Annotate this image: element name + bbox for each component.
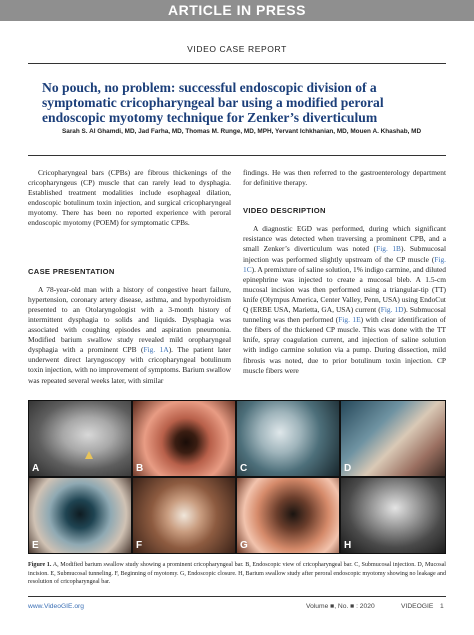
- authors-rule: [28, 155, 446, 156]
- article-in-press-banner: ARTICLE IN PRESS: [0, 0, 474, 21]
- panel-label: H: [344, 540, 352, 551]
- header-rule: [28, 63, 446, 64]
- panel-d-mucosal-incision: [341, 401, 445, 476]
- case-presentation-heading: CASE PRESENTATION: [28, 266, 115, 276]
- video-text-part-1: A diagnostic EGD was performed, during which significant resistance was detected when traversing a prominent CPB, and a small Zenker’s diverticulum was noted (: [243, 224, 446, 254]
- figure-1: [28, 400, 446, 554]
- panel-h-barium-swallow-after: [341, 478, 445, 553]
- arrowhead-marker-icon: [29, 401, 131, 476]
- panel-label: B: [136, 463, 144, 474]
- page-number: 1: [440, 603, 444, 610]
- figure-1a-link[interactable]: Fig. 1A: [143, 345, 169, 355]
- left-column: [28, 168, 231, 386]
- figure-caption: [28, 561, 446, 587]
- section-label: VIDEO CASE REPORT: [187, 44, 287, 54]
- panel-label: E: [32, 540, 39, 551]
- video-description-paragraph: [243, 224, 446, 375]
- figure-caption-label: Figure 1.: [28, 562, 52, 568]
- panel-label: F: [136, 540, 143, 551]
- video-text-part-2: ). Submucosal injection was performed slightly upstream of the CP muscle (: [243, 244, 446, 264]
- journal-name: VIDEOGIE: [401, 603, 434, 610]
- panel-a-barium-swallow: [29, 401, 131, 476]
- case-text-part-1: A 78-year-old man with a history of congestive heart failure, hypertension, coronary artery disease, asthma, and hypothyroidism presented to an Otolaryngologist with a 3-month history of intermittent dysphagia to solids and liquids. Dysphagia was associated with coughing episodes and aspiration pneumonia. Modified barium swallow study revealed mild oropharyngeal dysphagia with a prominent CPB (: [28, 284, 231, 355]
- continuation-paragraph: findings. He was then referred to the gastroenterology department for definitive therapy.: [243, 168, 446, 188]
- panel-label: G: [240, 540, 248, 551]
- author-list: Sarah S. Al Ghamdi, MD, Jad Farha, MD, Thomas M. Runge, MD, MPH, Yervant Ichkhanian, MD, Mouen A. Khashab, MD: [62, 128, 422, 135]
- video-text-part-5: ) with clear identification of the fibers of the thickened CP muscle. This was done with the TT knife, spray coagulation current, and injection of saline solution with indigo carmine solution via a pump. During dissection, mild fibrosis was noted, due to prior botulinum toxin injection. CP muscle fibers were: [243, 315, 446, 375]
- video-description-heading: VIDEO DESCRIPTION: [243, 206, 326, 216]
- figure-1d-link[interactable]: Fig. 1D: [380, 305, 404, 315]
- panel-e-submucosal-tunneling: [29, 478, 131, 553]
- figure-1b-link[interactable]: Fig. 1B: [376, 244, 401, 254]
- panel-label: C: [240, 463, 248, 474]
- panel-label: D: [344, 463, 352, 474]
- journal-website-link[interactable]: www.VideoGIE.org: [28, 603, 85, 610]
- panel-label: A: [32, 463, 40, 474]
- panel-f-beginning-of-myotomy: [133, 478, 235, 553]
- case-text-part-2: ). The patient later underwent direct laryngoscopy with cricopharyngeal botulinum toxin injection, with no improvement of symptoms. Barium swallow was repeated several weeks later, with similar: [28, 345, 231, 385]
- video-text-part-3: ). A premixture of saline solution, 1% indigo carmine, and diluted epinephrine was injected to create a mucosal bleb. A 1.5-cm mucosal incision was then performed using a triangular-tip (TT) knife (Olympus America, Center Valley, Penn, USA) using EndoCut Q (ERBE USA, Marietta, GA, USA) current (: [243, 264, 446, 315]
- footer-rule: [28, 596, 446, 597]
- article-title: No pouch, no problem: successful endoscopic division of a symptomatic cricopharyngeal bar using a modified peroral endoscopic myotomy technique for Zenker’s diverticulum: [42, 80, 384, 126]
- panel-g-endoscopic-closure: [237, 478, 339, 553]
- case-paragraph: [28, 285, 231, 386]
- volume-info: Volume ■, No. ■ : 2020: [306, 603, 375, 610]
- intro-paragraph: Cricopharyngeal bars (CPBs) are fibrous thickenings of the cricopharyngeus (CP) muscle that can rarely lead to dysphagia. Established treatment modalities include esophageal dilation, endoscopic botulinum toxin injection, and surgical cricopharyngeal myotomy. There has been no reported experience with peroral endoscopic myotomy (POEM) for symptomatic CPBs.: [28, 168, 231, 228]
- figure-1e-link[interactable]: Fig. 1E: [338, 315, 361, 325]
- figure-caption-text: A, Modified barium swallow study showing a prominent cricopharyngeal bar. B, Endoscopic view of cricopharyngeal bar. C, Submucosal injection. D, Mucosal incision. E, Submucosal tunneling. F, Beginning of myotomy. G, Endoscopic closure. H, Barium swallow study after peroral endoscopic myotomy showing no leakage and resolution of cricopharyngeal bar.: [28, 562, 446, 586]
- figure-1c-link[interactable]: Fig. 1C: [243, 254, 446, 274]
- right-column: [243, 168, 446, 376]
- panel-c-submucosal-injection: [237, 401, 339, 476]
- panel-b-endoscopic-view: [133, 401, 235, 476]
- video-text-part-4: ). Submucosal tunneling was then performed (: [243, 305, 446, 325]
